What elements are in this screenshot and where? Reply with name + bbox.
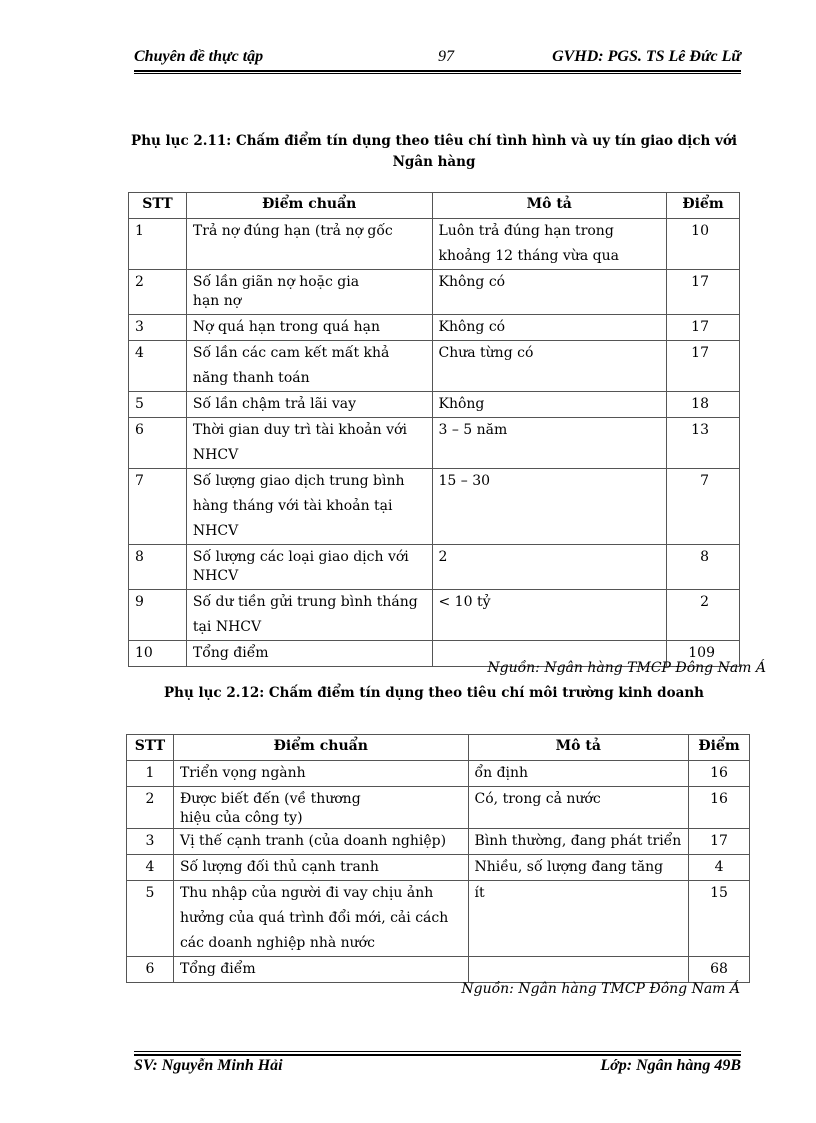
header-rule-thin bbox=[134, 73, 741, 74]
criterion-cell bbox=[186, 270, 432, 315]
score-cell: 10 bbox=[667, 219, 740, 270]
table-header-row bbox=[127, 735, 750, 761]
table-row bbox=[129, 341, 740, 392]
table-row bbox=[127, 855, 750, 881]
description-cell: 3 – 5 năm bbox=[432, 418, 667, 469]
row-number: 2 bbox=[127, 787, 174, 829]
footer-rule bbox=[134, 1054, 741, 1056]
column-header: Điểm bbox=[689, 735, 750, 761]
column-header: Điểm bbox=[667, 193, 740, 219]
criterion-cell: Vị thế cạnh tranh (của doanh nghiệp) bbox=[173, 829, 468, 855]
table-row bbox=[127, 787, 750, 829]
footer-rule-thin bbox=[134, 1051, 741, 1052]
criterion-cell: Số lượng đối thủ cạnh tranh bbox=[173, 855, 468, 881]
row-number: 6 bbox=[129, 418, 187, 469]
score-cell: 17 bbox=[667, 341, 740, 392]
score-cell: 2 bbox=[667, 590, 740, 641]
description-cell: ít bbox=[468, 881, 689, 957]
score-cell: 4 bbox=[689, 855, 750, 881]
column-header: STT bbox=[129, 193, 187, 219]
row-number: 4 bbox=[129, 341, 187, 392]
criterion-cell bbox=[186, 545, 432, 590]
description-cell: 15 – 30 bbox=[432, 469, 667, 545]
table-row bbox=[127, 761, 750, 787]
business-environment-table bbox=[126, 734, 750, 983]
score-cell: 17 bbox=[667, 270, 740, 315]
criterion-cell: Tổng điểm bbox=[186, 641, 432, 667]
table-row bbox=[127, 957, 750, 983]
table-row bbox=[129, 545, 740, 590]
table-row bbox=[127, 881, 750, 957]
score-cell: 15 bbox=[689, 881, 750, 957]
page-header bbox=[134, 46, 741, 70]
score-cell: 16 bbox=[689, 787, 750, 829]
header-rule bbox=[134, 70, 741, 72]
criterion-cell: Thời gian duy trì tài khoản với NHCV bbox=[186, 418, 432, 469]
row-number: 3 bbox=[127, 829, 174, 855]
criterion-cell: Số lượng giao dịch trung bình hàng tháng với tài khoản tại NHCV bbox=[186, 469, 432, 545]
description-cell: Nhiều, số lượng đang tăng bbox=[468, 855, 689, 881]
criterion-cell: Số lần chậm trả lãi vay bbox=[186, 392, 432, 418]
row-number: 3 bbox=[129, 315, 187, 341]
table-row bbox=[129, 315, 740, 341]
description-cell: Bình thường, đang phát triển bbox=[468, 829, 689, 855]
criterion-cell: Nợ quá hạn trong quá hạn bbox=[186, 315, 432, 341]
table-row bbox=[129, 219, 740, 270]
footer-class: Lớp: Ngân hàng 49B bbox=[600, 1057, 741, 1074]
score-cell: 16 bbox=[689, 761, 750, 787]
description-cell: Chưa từng có bbox=[432, 341, 667, 392]
criterion-cell: Trả nợ đúng hạn (trả nợ gốc bbox=[186, 219, 432, 270]
score-cell: 13 bbox=[667, 418, 740, 469]
page-number: 97 bbox=[438, 48, 454, 65]
score-cell: 8 bbox=[667, 545, 740, 590]
row-number: 5 bbox=[127, 881, 174, 957]
table-row bbox=[129, 469, 740, 545]
description-cell: Không có bbox=[432, 315, 667, 341]
table-row bbox=[129, 590, 740, 641]
description-cell: Không bbox=[432, 392, 667, 418]
table1-caption: Phụ lục 2.11: Chấm điểm tín dụng theo tiêu chí tình hình và uy tín giao dịch với Ngân hàng bbox=[131, 133, 737, 170]
row-number: 6 bbox=[127, 957, 174, 983]
table2-source: Nguồn: Ngân hàng TMCP Đông Nam Á bbox=[461, 981, 740, 997]
criterion-cell bbox=[173, 787, 468, 829]
row-number: 5 bbox=[129, 392, 187, 418]
row-number: 1 bbox=[127, 761, 174, 787]
row-number: 7 bbox=[129, 469, 187, 545]
page-footer bbox=[134, 1057, 741, 1079]
table-row bbox=[129, 392, 740, 418]
score-cell: 7 bbox=[667, 469, 740, 545]
criterion-cell: Thu nhập của người đi vay chịu ảnh hưởng của quá trình đổi mới, cải cách các doanh nghiệp nhà nước bbox=[173, 881, 468, 957]
row-number: 1 bbox=[129, 219, 187, 270]
row-number: 9 bbox=[129, 590, 187, 641]
description-cell: < 10 tỷ bbox=[432, 590, 667, 641]
table1-source: Nguồn: Ngân hàng TMCP Đông Nam Á bbox=[487, 660, 766, 676]
description-cell: Không có bbox=[432, 270, 667, 315]
score-cell: 68 bbox=[689, 957, 750, 983]
criterion-cell: Số dư tiền gửi trung bình tháng tại NHCV bbox=[186, 590, 432, 641]
header-document-title: Chuyên đề thực tập bbox=[134, 48, 264, 65]
criterion-text: Số lần giãn nợ hoặc gia hạn nợ bbox=[192, 274, 360, 309]
score-cell: 18 bbox=[667, 392, 740, 418]
header-supervisor: GVHD: PGS. TS Lê Đức Lữ bbox=[552, 48, 741, 65]
row-number: 8 bbox=[129, 545, 187, 590]
criterion-cell: Tổng điểm bbox=[173, 957, 468, 983]
row-number: 10 bbox=[129, 641, 187, 667]
criterion-text: Số lượng các loại giao dịch với NHCV bbox=[192, 549, 409, 584]
table2-caption: Phụ lục 2.12: Chấm điểm tín dụng theo tiêu chí môi trường kinh doanh bbox=[164, 685, 704, 701]
column-header: Mô tả bbox=[432, 193, 667, 219]
description-cell: Có, trong cả nước bbox=[468, 787, 689, 829]
column-header: Mô tả bbox=[468, 735, 689, 761]
footer-student: SV: Nguyễn Minh Hải bbox=[134, 1057, 283, 1074]
column-header: STT bbox=[127, 735, 174, 761]
score-cell: 109 bbox=[667, 641, 740, 667]
credit-history-table bbox=[128, 192, 740, 667]
description-cell bbox=[468, 957, 689, 983]
row-number: 2 bbox=[129, 270, 187, 315]
score-cell: 17 bbox=[689, 829, 750, 855]
column-header: Điểm chuẩn bbox=[186, 193, 432, 219]
score-cell: 17 bbox=[667, 315, 740, 341]
table-row bbox=[127, 829, 750, 855]
column-header: Điểm chuẩn bbox=[173, 735, 468, 761]
criterion-text: Được biết đến (về thương hiệu của công ty) bbox=[179, 791, 361, 826]
description-cell: Luôn trả đúng hạn trong khoảng 12 tháng vừa qua bbox=[432, 219, 667, 270]
criterion-cell: Số lần các cam kết mất khả năng thanh toán bbox=[186, 341, 432, 392]
table-header-row bbox=[129, 193, 740, 219]
row-number: 4 bbox=[127, 855, 174, 881]
table-row bbox=[129, 418, 740, 469]
criterion-cell: Triển vọng ngành bbox=[173, 761, 468, 787]
description-cell: 2 bbox=[432, 545, 667, 590]
description-cell: ổn định bbox=[468, 761, 689, 787]
table-row bbox=[129, 270, 740, 315]
